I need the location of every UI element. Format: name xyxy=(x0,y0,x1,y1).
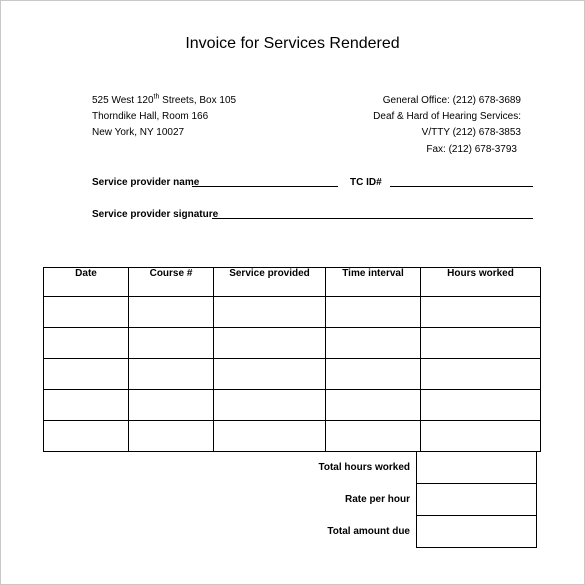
table-cell[interactable] xyxy=(44,359,129,390)
table-cell[interactable] xyxy=(214,328,326,359)
contact-deaf-services: Deaf & Hard of Hearing Services: xyxy=(373,111,521,122)
table-cell[interactable] xyxy=(421,328,541,359)
column-header-hours: Hours worked xyxy=(421,268,541,297)
provider-name-field[interactable] xyxy=(192,186,338,187)
table-cell[interactable] xyxy=(129,328,214,359)
table-cell[interactable] xyxy=(421,390,541,421)
column-header-service: Service provided xyxy=(214,268,326,297)
table-cell[interactable] xyxy=(421,421,541,452)
services-table xyxy=(43,267,541,452)
contact-general-office: General Office: (212) 678-3689 xyxy=(382,95,521,106)
column-header-course: Course # xyxy=(129,268,214,297)
table-cell[interactable] xyxy=(421,297,541,328)
rate-per-hour-field[interactable] xyxy=(417,484,537,516)
table-row xyxy=(44,297,541,328)
tc-id-label: TC ID# xyxy=(350,177,382,188)
total-amount-due-field[interactable] xyxy=(417,516,537,548)
table-cell[interactable] xyxy=(326,297,421,328)
table-cell[interactable] xyxy=(44,328,129,359)
address-line-2: Thorndike Hall, Room 166 xyxy=(92,111,209,122)
table-cell[interactable] xyxy=(44,390,129,421)
tc-id-field[interactable] xyxy=(390,186,533,187)
provider-signature-label: Service provider signature xyxy=(92,209,219,220)
table-cell[interactable] xyxy=(44,421,129,452)
total-hours-label: Total hours worked xyxy=(318,462,410,473)
table-cell[interactable] xyxy=(326,421,421,452)
contact-fax: Fax: (212) 678-3793 xyxy=(426,144,517,155)
column-header-time: Time interval xyxy=(326,268,421,297)
table-cell[interactable] xyxy=(421,359,541,390)
provider-name-label: Service provider name xyxy=(92,177,200,188)
table-row xyxy=(44,421,541,452)
table-cell[interactable] xyxy=(214,390,326,421)
totals-row xyxy=(43,452,537,484)
total-amount-due-label: Total amount due xyxy=(327,526,410,537)
table-cell[interactable] xyxy=(129,297,214,328)
contact-vtty: V/TTY (212) 678-3853 xyxy=(421,127,521,138)
totals-row xyxy=(43,484,537,516)
table-cell[interactable] xyxy=(214,421,326,452)
table-row xyxy=(44,390,541,421)
table-cell[interactable] xyxy=(326,359,421,390)
column-header-date: Date xyxy=(44,268,129,297)
table-cell[interactable] xyxy=(129,390,214,421)
totals-row xyxy=(43,516,537,548)
total-hours-field[interactable] xyxy=(417,452,537,484)
address-line-1: 525 West 120th Streets, Box 105 xyxy=(92,93,237,106)
table-cell[interactable] xyxy=(214,359,326,390)
table-header-row xyxy=(44,268,541,297)
address-line-3: New York, NY 10027 xyxy=(92,127,185,138)
table-cell[interactable] xyxy=(44,297,129,328)
table-cell[interactable] xyxy=(326,328,421,359)
table-cell[interactable] xyxy=(129,421,214,452)
rate-per-hour-label: Rate per hour xyxy=(344,494,410,505)
page-title: Invoice for Services Rendered xyxy=(185,35,400,52)
table-cell[interactable] xyxy=(129,359,214,390)
table-row xyxy=(44,328,541,359)
table-cell[interactable] xyxy=(326,390,421,421)
totals-table xyxy=(43,451,537,548)
table-row xyxy=(44,359,541,390)
table-cell[interactable] xyxy=(214,297,326,328)
provider-signature-field[interactable] xyxy=(212,218,533,219)
